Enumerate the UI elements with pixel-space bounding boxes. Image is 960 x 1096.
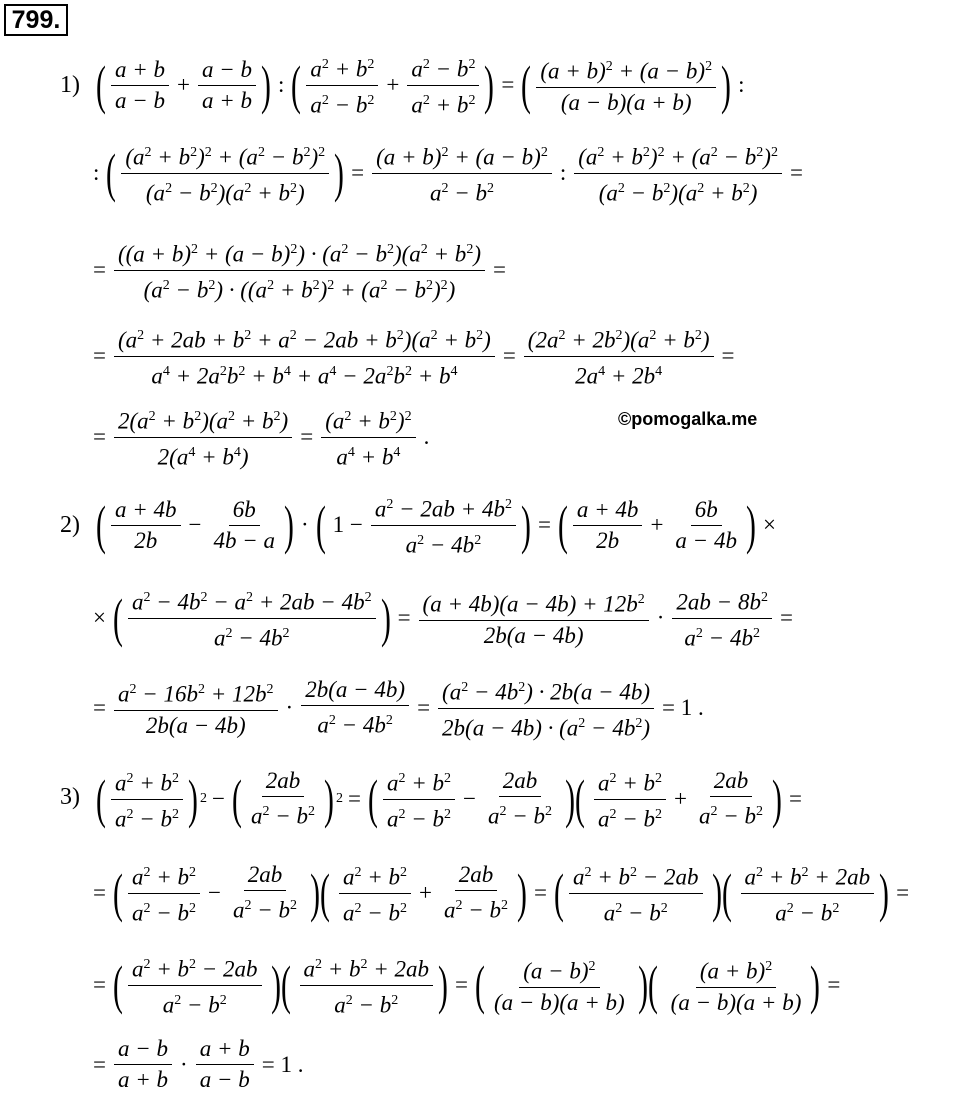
part-1-line-1: ( $\frac{a + b}{a - b}$ + $\frac{a - b}{a + b}$ ) : ( $\frac{a^2 + b^2}{a^2 - b^2}$ + $\frac{a^2 - b^2}{a^2 + b^2}$ ) = ( $\frac{(a + b)^2 + (a - b)^2}{(a - b)(a + b)}$ ) : xyxy=(94,52,749,118)
part-3-line-4: = $\frac{a - b}{a + b}$ · $\frac{a + b}{a - b}$ = 1 . xyxy=(93,1036,304,1092)
part-2-line-2: × ( $\frac{a^2 - 4b^2 - a^2 + 2ab - 4b^2}{a^2 - 4b^2}$ ) = $\frac{(a + 4b)(a - 4b) + 12b^2}{2b(a - 4b)}$ · $\frac{2ab - 8b^2}{a^2 - 4b^2}$ = xyxy=(88,585,798,651)
watermark: ©pomogalka.me xyxy=(618,409,758,429)
part-3-line-3: = ( $\frac{a^2 + b^2 - 2ab}{a^2 - b^2}$ )( $\frac{a^2 + b^2 + 2ab}{a^2 - b^2}$ ) = ( $\frac{(a - b)^2}{(a - b)(a + b)}$ )( $\frac{(a + b)^2}{(a - b)(a + b)}$ ) = xyxy=(88,952,845,1018)
part-1-line-3: = $\frac{((a + b)^2 + (a - b)^2) \cdot (a^2 - b^2)(a^2 + b^2)}{(a^2 - b^2) \cdot ((a^2 + b^2)^2 + (a^2 - b^2)^2)}$ = xyxy=(88,237,511,303)
part-1-label: 1) xyxy=(60,72,80,98)
part-2-line-3: = $\frac{a^2 - 16b^2 + 12b^2}{2b(a - 4b)}$ · $\frac{2b(a - 4b)}{a^2 - 4b^2}$ = $\frac{(a^2 - 4b^2) \cdot 2b(a - 4b)}{2b(a - 4b) \cdot (a^2 - 4b^2)}$ = 1 . xyxy=(88,675,709,741)
part-2-line-1: ( $\frac{a + 4b}{2b}$ − $\frac{6b}{4b - a}$ ) · ( 1 − $\frac{a^2 - 2ab + 4b^2}{a^2 - 4b^2}$ ) = ( $\frac{a + 4b}{2b}$ + $\frac{6b}{a - 4b}$ ) × xyxy=(94,492,781,558)
problem-number: 799. xyxy=(4,4,68,36)
part-1-line-5: = $\frac{2(a^2 + b^2)(a^2 + b^2)}{2(a^4 + b^4)}$ = $\frac{(a^2 + b^2)^2}{a^4 + b^4}$ . xyxy=(88,404,434,470)
part-3-line-1: ( $\frac{a^2 + b^2}{a^2 - b^2}$ ) 2 − ( $\frac{2ab}{a^2 - b^2}$ ) 2 = ( $\frac{a^2 + b^2}{a^2 - b^2}$ − $\frac{2ab}{a^2 - b^2}$ )( $\frac{a^2 + b^2}{a^2 - b^2}$ + $\frac{2ab}{a^2 - b^2}$ ) = xyxy=(94,766,807,832)
part-3-line-2: = ( $\frac{a^2 + b^2}{a^2 - b^2}$ − $\frac{2ab}{a^2 - b^2}$ )( $\frac{a^2 + b^2}{a^2 - b^2}$ + $\frac{2ab}{a^2 - b^2}$ ) = ( $\frac{a^2 + b^2 - 2ab}{a^2 - b^2}$ )( $\frac{a^2 + b^2 + 2ab}{a^2 - b^2}$ ) = xyxy=(88,860,914,926)
part-2-label: 2) xyxy=(60,512,80,538)
part-1-line-2: : ( $\frac{(a^2 + b^2)^2 + (a^2 - b^2)^2}{(a^2 - b^2)(a^2 + b^2)}$ ) = $\frac{(a + b)^2 + (a - b)^2}{a^2 - b^2}$ : $\frac{(a^2 + b^2)^2 + (a^2 - b^2)^2}{(a^2 - b^2)(a^2 + b^2)}$ = xyxy=(88,140,808,206)
part-1-line-4: = $\frac{(a^2 + 2ab + b^2 + a^2 - 2ab + b^2)(a^2 + b^2)}{a^4 + 2a^2b^2 + b^4 + a^4 - 2a^2b^2 + b^4}$ = $\frac{(2a^2 + 2b^2)(a^2 + b^2)}{2a^4 + 2b^4}$ = xyxy=(88,323,740,389)
part-3-label: 3) xyxy=(60,784,80,810)
